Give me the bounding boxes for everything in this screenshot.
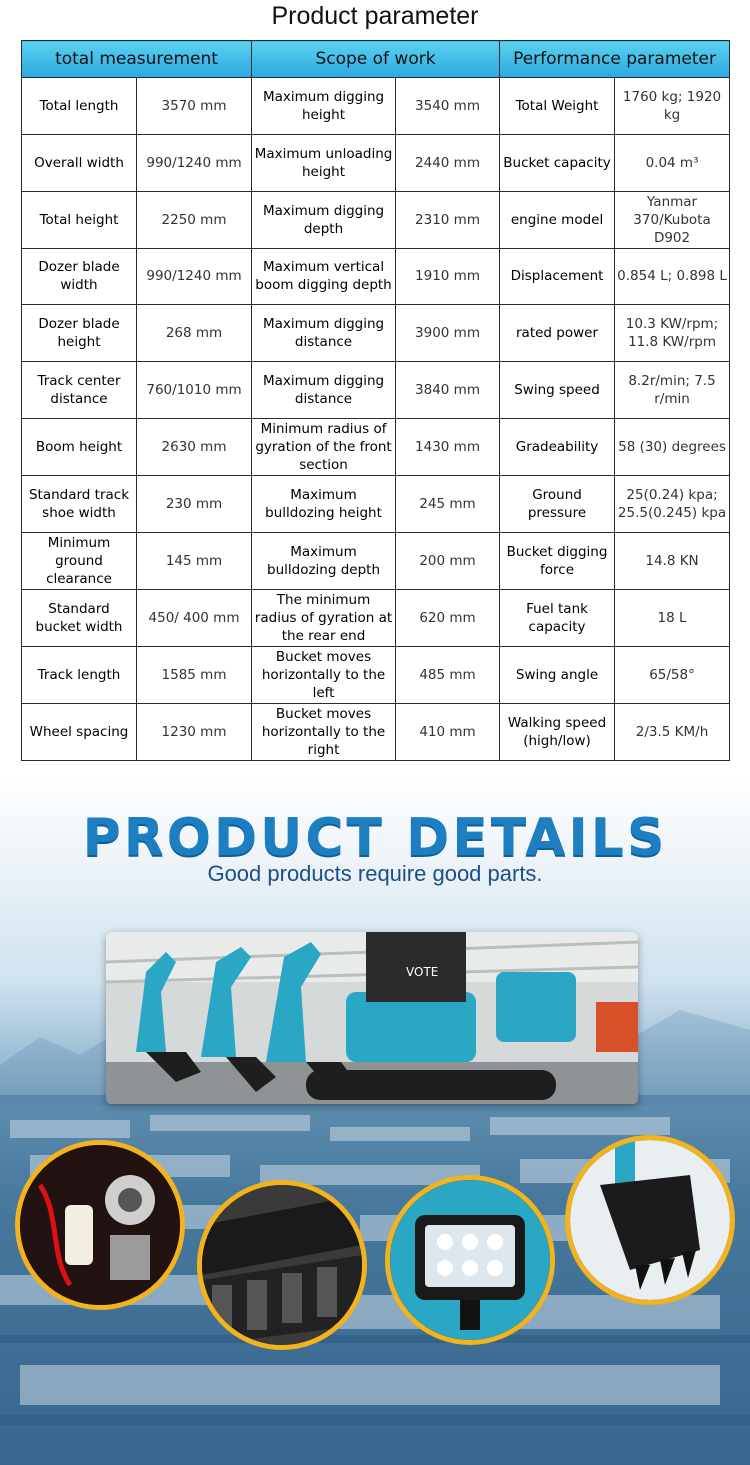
param-label-bucket-capacity: Bucket capacity [500,134,615,191]
detail-engine-circle [15,1140,185,1310]
param-value-ground-pressure: 25(0.24) kpa; 25.5(0.245) kpa [615,475,730,532]
param-value-boom-height: 2630 mm [137,418,252,475]
param-label-maximum-unloading-height: Maximum unloading height [252,134,396,191]
detail-work-light-circle [385,1175,555,1345]
param-value-the-minimum-radius-of-gyration-at-the-rear-end: 620 mm [396,589,500,646]
param-value-bucket-digging-force: 14.8 KN [615,532,730,589]
param-label-maximum-vertical-boom-digging-depth: Maximum vertical boom digging depth [252,248,396,305]
param-value-wheel-spacing: 1230 mm [137,703,252,760]
param-label-rated-power: rated power [500,305,615,362]
param-label-dozer-blade-height: Dozer blade height [22,305,137,362]
param-label-bucket-moves-horizontally-to-the-right: Bucket moves horizontally to the right [252,703,396,760]
param-value-dozer-blade-width: 990/1240 mm [137,248,252,305]
param-label-maximum-digging-distance: Maximum digging distance [252,362,396,419]
table-body [22,78,730,761]
param-value-track-center-distance: 760/1010 mm [137,362,252,419]
param-label-displacement: Displacement [500,248,615,305]
param-value-total-height: 2250 mm [137,191,252,248]
param-value-gradeability: 58 (30) degrees [615,418,730,475]
param-value-engine-model: Yanmar 370/Kubota D902 [615,191,730,248]
table-row [22,703,730,760]
table-row [22,78,730,135]
param-value-standard-track-shoe-width: 230 mm [137,475,252,532]
parameter-table [21,40,730,761]
param-label-total-length: Total length [22,78,137,135]
param-value-bucket-capacity: 0.04 m³ [615,134,730,191]
param-value-maximum-digging-height: 3540 mm [396,78,500,135]
param-value-minimum-radius-of-gyration-of-the-front-section: 1430 mm [396,418,500,475]
details-title: PRODUCT DETAILS [82,808,668,868]
table-row [22,362,730,419]
param-value-minimum-ground-clearance: 145 mm [137,532,252,589]
table-header-row [22,41,730,78]
param-label-overall-width: Overall width [22,134,137,191]
param-label-maximum-digging-distance: Maximum digging distance [252,305,396,362]
machine-brand-label: VOTE [406,965,439,979]
param-label-total-weight: Total Weight [500,78,615,135]
param-value-swing-speed: 8.2r/min; 7.5 r/min [615,362,730,419]
table-row [22,248,730,305]
param-value-maximum-bulldozing-depth: 200 mm [396,532,500,589]
param-label-maximum-digging-depth: Maximum digging depth [252,191,396,248]
param-value-total-length: 3570 mm [137,78,252,135]
param-label-bucket-digging-force: Bucket digging force [500,532,615,589]
param-value-track-length: 1585 mm [137,646,252,703]
param-value-swing-angle: 65/58° [615,646,730,703]
header-performance-parameter: Performance parameter [500,41,730,78]
param-label-minimum-ground-clearance: Minimum ground clearance [22,532,137,589]
param-label-wheel-spacing: Wheel spacing [22,703,137,760]
param-label-swing-speed: Swing speed [500,362,615,419]
param-label-walking-speed-high-low: Walking speed (high/low) [500,703,615,760]
param-label-track-length: Track length [22,646,137,703]
param-label-bucket-moves-horizontally-to-the-left: Bucket moves horizontally to the left [252,646,396,703]
param-label-fuel-tank-capacity: Fuel tank capacity [500,589,615,646]
header-total-measurement: total measurement [22,41,252,78]
param-value-rated-power: 10.3 KW/rpm; 11.8 KW/rpm [615,305,730,362]
param-value-overall-width: 990/1240 mm [137,134,252,191]
param-label-ground-pressure: Ground pressure [500,475,615,532]
param-value-maximum-unloading-height: 2440 mm [396,134,500,191]
table-row [22,418,730,475]
param-value-dozer-blade-height: 268 mm [137,305,252,362]
param-value-displacement: 0.854 L; 0.898 L [615,248,730,305]
factory-photo [106,932,638,1104]
param-label-dozer-blade-width: Dozer blade width [22,248,137,305]
header-scope-of-work: Scope of work [252,41,500,78]
param-value-maximum-digging-depth: 2310 mm [396,191,500,248]
detail-bucket-circle [565,1135,735,1305]
param-value-standard-bucket-width: 450/ 400 mm [137,589,252,646]
param-label-boom-height: Boom height [22,418,137,475]
page-title: Product parameter [271,2,479,30]
param-value-fuel-tank-capacity: 18 L [615,589,730,646]
table-row [22,646,730,703]
details-subtitle: Good products require good parts. [207,861,543,886]
param-label-standard-bucket-width: Standard bucket width [22,589,137,646]
param-value-bucket-moves-horizontally-to-the-right: 410 mm [396,703,500,760]
detail-track-circle [197,1180,367,1350]
param-value-maximum-bulldozing-height: 245 mm [396,475,500,532]
param-value-total-weight: 1760 kg; 1920 kg [615,78,730,135]
param-label-minimum-radius-of-gyration-of-the-front-section: Minimum radius of gyration of the front section [252,418,396,475]
param-label-the-minimum-radius-of-gyration-at-the-rear-end: The minimum radius of gyration at the rear end [252,589,396,646]
param-label-engine-model: engine model [500,191,615,248]
param-label-gradeability: Gradeability [500,418,615,475]
param-value-maximum-vertical-boom-digging-depth: 1910 mm [396,248,500,305]
param-label-total-height: Total height [22,191,137,248]
param-value-maximum-digging-distance: 3840 mm [396,362,500,419]
table-row [22,589,730,646]
param-label-track-center-distance: Track center distance [22,362,137,419]
table-row [22,305,730,362]
param-value-bucket-moves-horizontally-to-the-left: 485 mm [396,646,500,703]
param-label-standard-track-shoe-width: Standard track shoe width [22,475,137,532]
param-label-maximum-bulldozing-depth: Maximum bulldozing depth [252,532,396,589]
table-row [22,191,730,248]
table-row [22,532,730,589]
param-label-swing-angle: Swing angle [500,646,615,703]
param-value-walking-speed-high-low: 2/3.5 KM/h [615,703,730,760]
param-label-maximum-bulldozing-height: Maximum bulldozing height [252,475,396,532]
param-label-maximum-digging-height: Maximum digging height [252,78,396,135]
table-row [22,475,730,532]
param-value-maximum-digging-distance: 3900 mm [396,305,500,362]
table-row [22,134,730,191]
